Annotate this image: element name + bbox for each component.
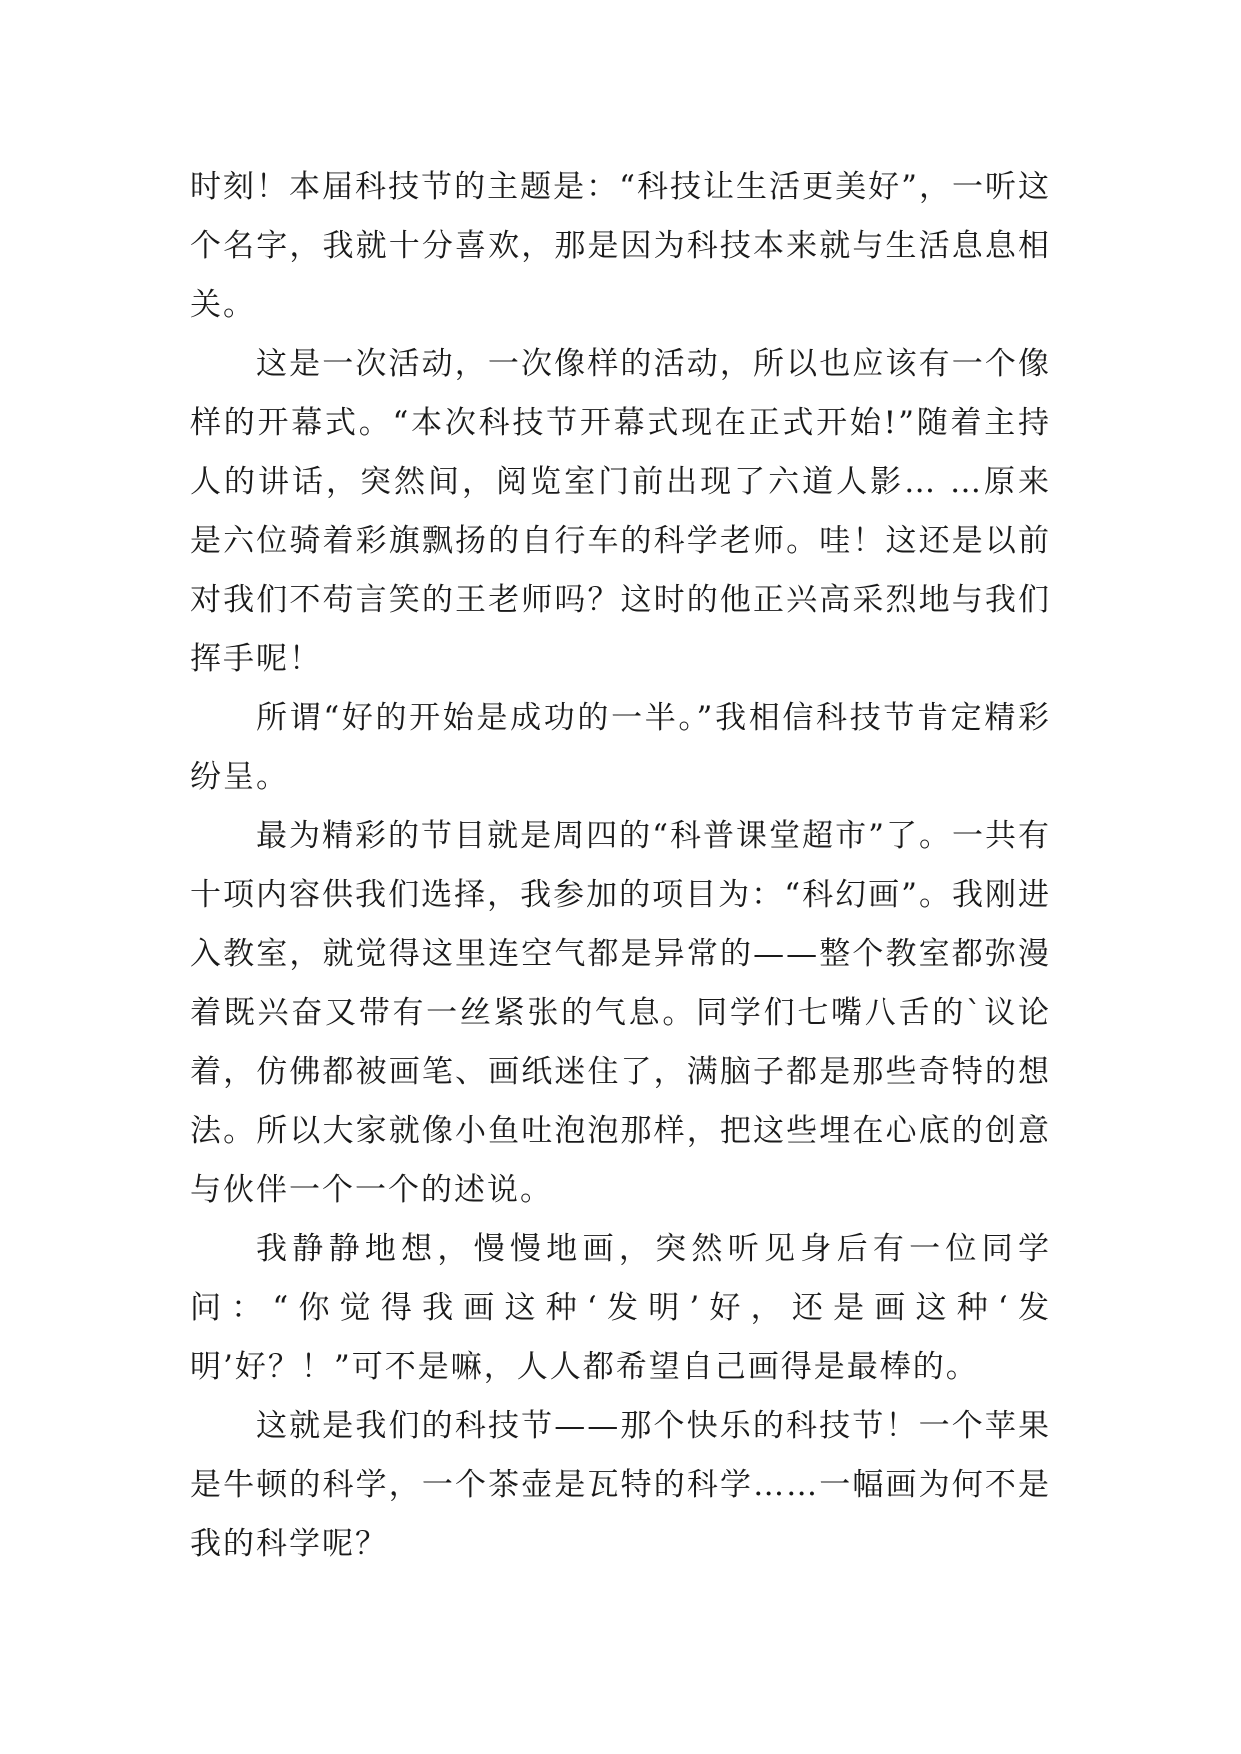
paragraph-continuation: 时刻！本届科技节的主题是：“科技让生活更美好”，一听这个名字，我就十分喜欢，那是因为科技本来就与生活息息相关。 [190,169,1051,323]
paragraph-conclusion: 这就是我们的科技节——那个快乐的科技节！一个苹果是牛顿的科学，一个茶壶是瓦特的科学……一幅画为何不是我的科学呢？ [190,1408,1051,1562]
paragraph-opening-ceremony: 这是一次活动，一次像样的活动，所以也应该有一个像样的开幕式。“本次科技节开幕式现在正式开始!”随着主持人的讲话，突然间，阅览室门前出现了六道人影… …原来是六位骑着彩旗飘扬的自行车的科学老师。哇！这还是以前对我们不苟言笑的王老师吗？这时的他正兴高采烈地与我们挥手呢！ [190,346,1051,677]
paragraph-good-start: 所谓“好的开始是成功的一半。”我相信科技节肯定精彩纷呈。 [190,700,1051,795]
document-body [190,158,1051,1574]
paragraph-drawing: 我静静地想，慢慢地画，突然听见身后有一位同学问：“你觉得我画这种‘发明’好，还是画这种‘发明’好？！”可不是嘛，人人都希望自己画得是最棒的。 [190,1231,1051,1385]
paragraph-science-market: 最为精彩的节目就是周四的“科普课堂超市”了。一共有十项内容供我们选择，我参加的项目为：“科幻画”。我刚进入教室，就觉得这里连空气都是异常的——整个教室都弥漫着既兴奋又带有一丝紧张的气息。同学们七嘴八舌的`议论着，仿佛都被画笔、画纸迷住了，满脑子都是那些奇特的想法。所以大家就像小鱼吐泡泡那样，把这些埋在心底的创意与伙伴一个一个的述说。 [190,818,1051,1208]
